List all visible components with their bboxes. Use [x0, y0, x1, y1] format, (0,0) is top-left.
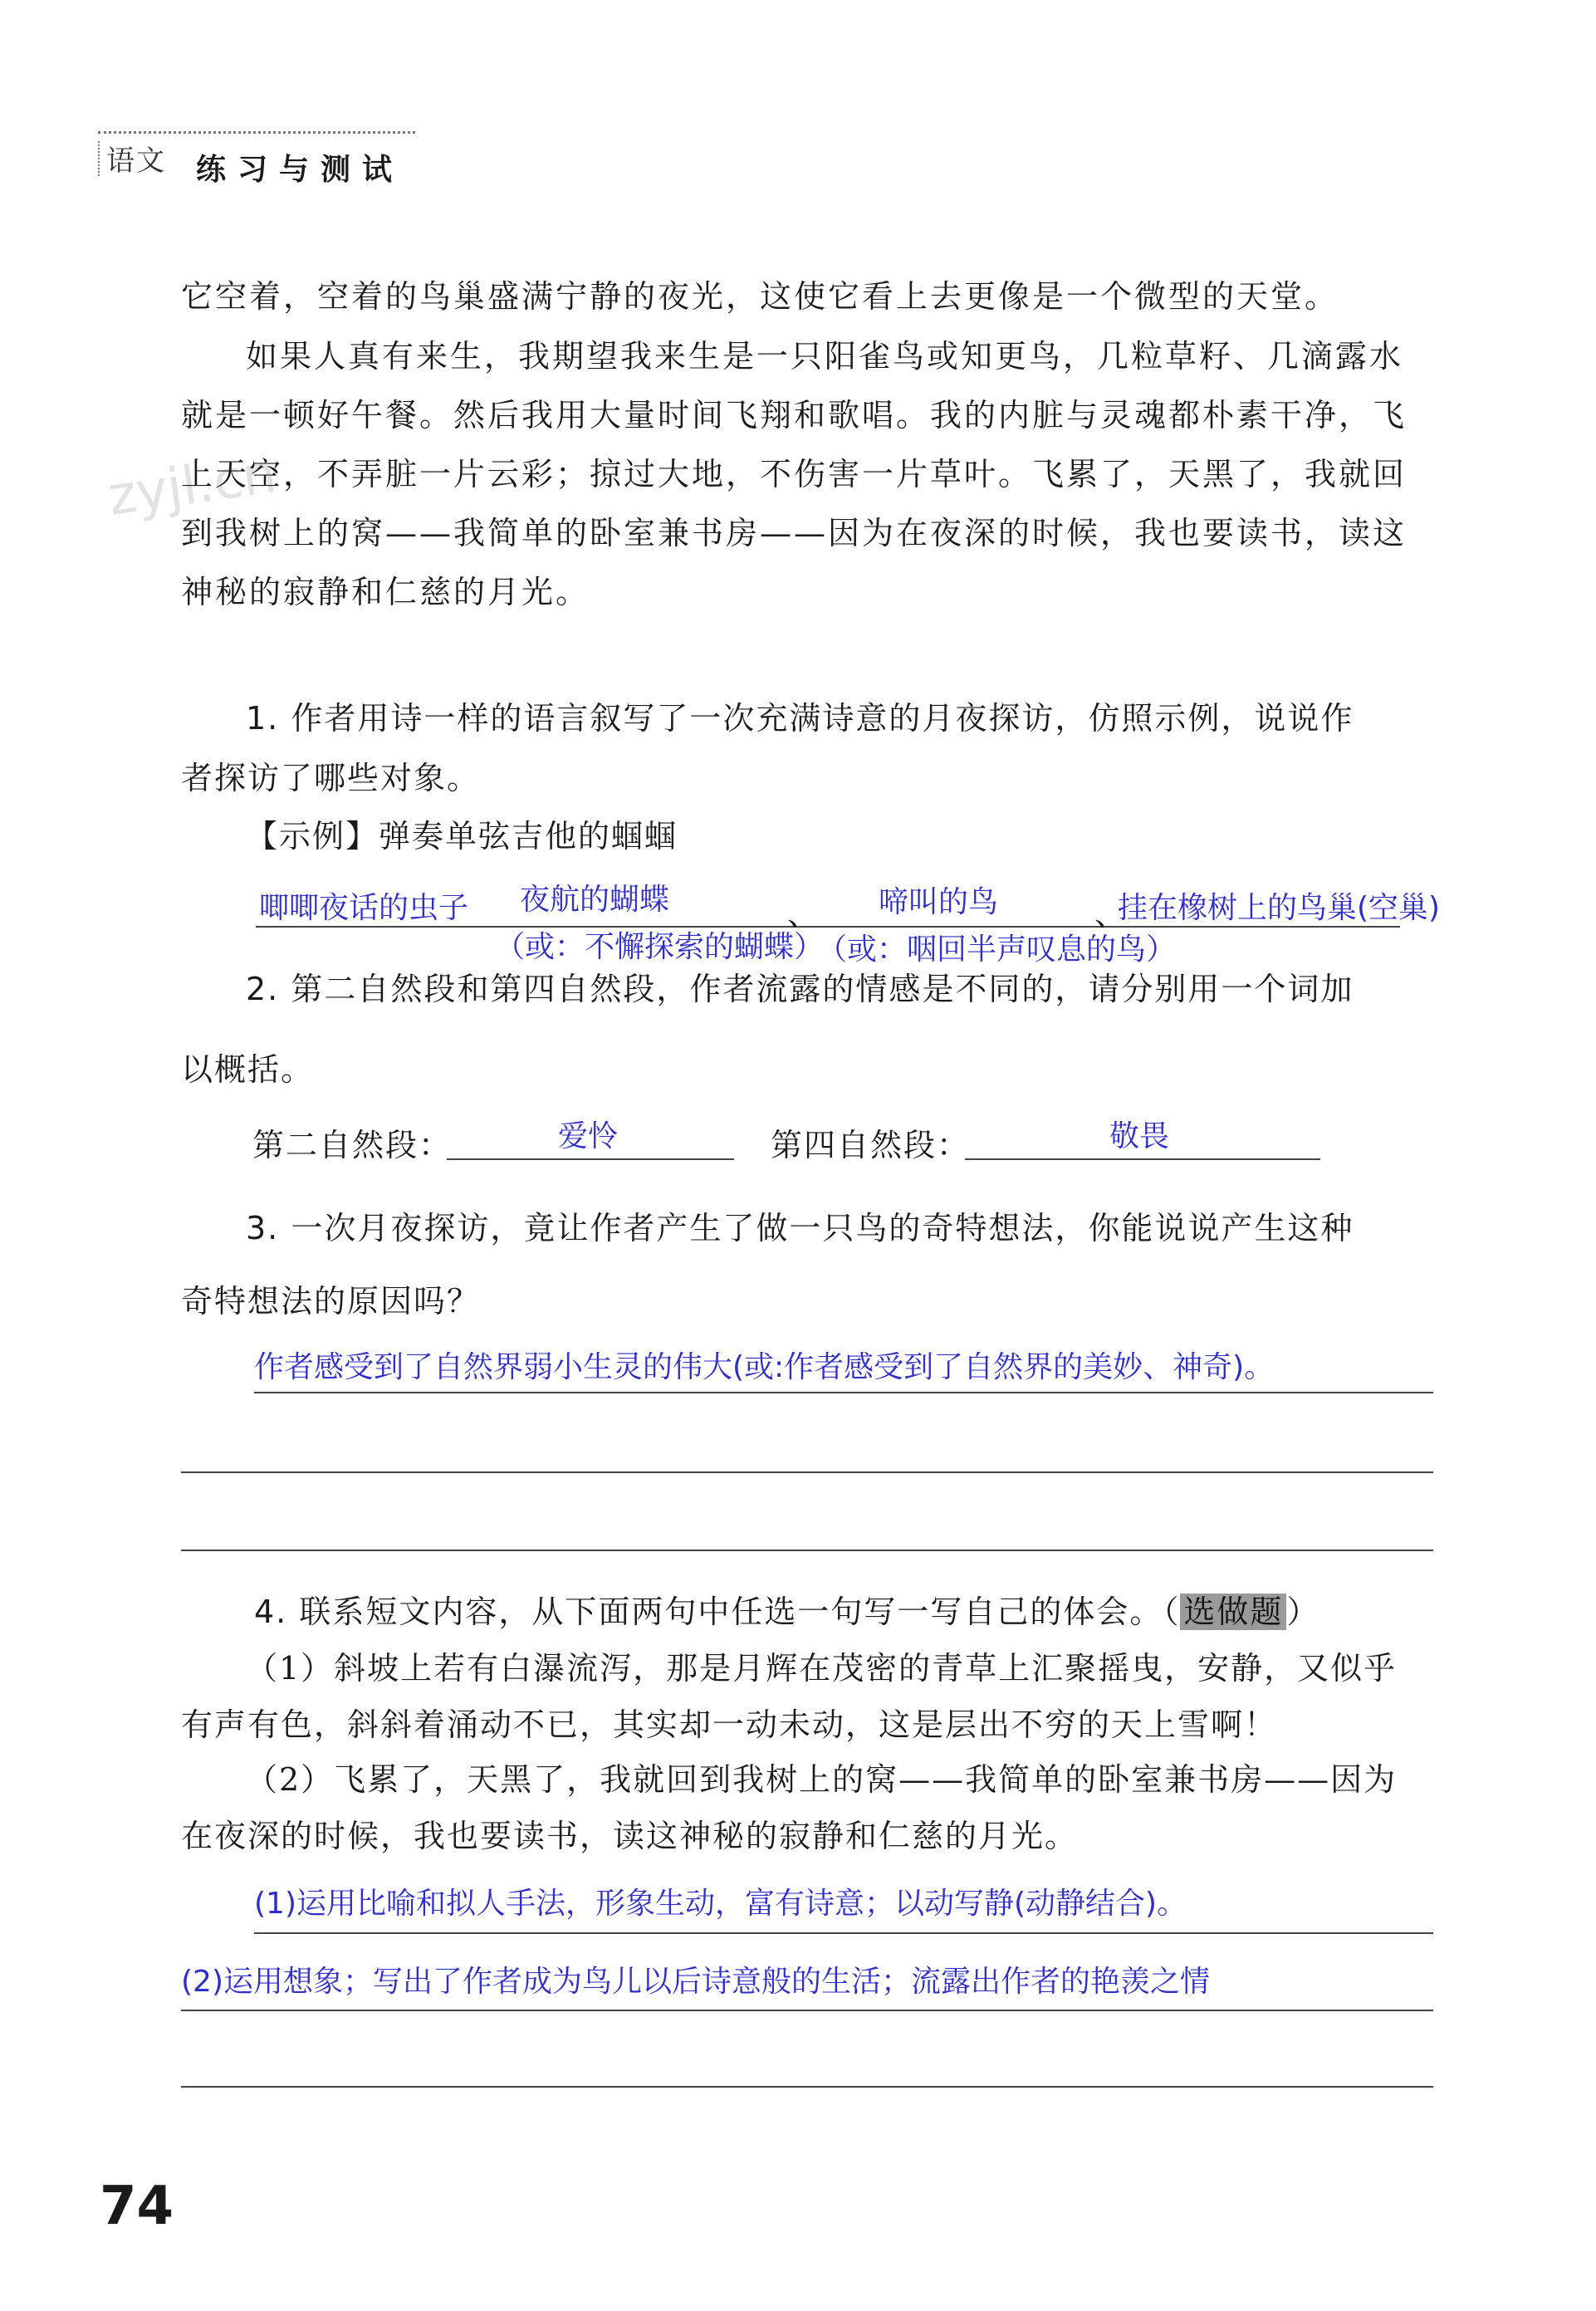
q3-prompt-line2: 奇特想法的原因吗？ — [181, 1283, 481, 1320]
q3-prompt-line1: 3. 一次月夜探访，竟让作者产生了做一只鸟的奇特想法，你能说说产生这种 — [246, 1210, 1354, 1246]
q4-answer-1: (1)运用比喻和拟人手法，形象生动，富有诗意；以动写静(动静结合)。 — [254, 1887, 1187, 1921]
q1-answer-1: 唧唧夜话的虫子 — [259, 891, 469, 925]
q2-prompt-line1: 2. 第二自然段和第四自然段，作者流露的情感是不同的，请分别用一个词加 — [246, 971, 1354, 1007]
q3-answer: 作者感受到了自然界弱小生灵的伟大(或:作者感受到了自然界的美妙、神奇)。 — [254, 1350, 1275, 1384]
q1-answer-3: 啼叫的鸟 — [879, 885, 999, 919]
q1-separator-2: 、 — [1094, 896, 1128, 933]
q4-sentence1-line1: （1）斜坡上若有白瀑流泻，那是月辉在茂密的青草上汇聚摇曳，安静，又似乎 — [246, 1650, 1398, 1687]
q1-prompt-line1: 1. 作者用诗一样的语言叙写了一次充满诗意的月夜探访，仿照示例，说说作 — [246, 700, 1354, 737]
q4-sentence2-line2: 在夜深的时候，我也要读书，读这神秘的寂静和仁慈的月光。 — [181, 1818, 1079, 1854]
q2-answer-para4: 敬畏 — [1109, 1119, 1170, 1153]
passage-paragraph-2: 如果人真有来生，我期望我来生是一只阳雀鸟或知更鸟，几粒草籽、几滴露水就是一顿好午餐。然后我用大量时间飞翔和歌唱。我的内脏与灵魂都朴素干净，飞上天空，不弄脏一片云彩；掠过大地，不伤害一片草叶。飞累了，天黑了，我就回到我树上的窝——我简单的卧室兼书房——因为在夜深的时候，我也要读书，读这神秘的寂静和仁慈的月光。 — [181, 338, 1408, 610]
q1-prompt-line2: 者探访了哪些对象。 — [181, 760, 481, 796]
q4-optional-badge: 选做题 — [1180, 1594, 1286, 1630]
page-number: 74 — [100, 2176, 174, 2237]
header-dotted-rule — [98, 131, 415, 134]
q4-sentence1-line2: 有声有色，斜斜着涌动不已，其实却一动未动，这是层出不穷的天上雪啊！ — [181, 1706, 1278, 1743]
q1-alternative-2: （或：咽回半声叹息的鸟） — [817, 933, 1177, 967]
q2-prompt-line2: 以概括。 — [181, 1051, 315, 1088]
q4-prompt-text: 4. 联系短文内容，从下面两句中任选一句写一写自己的体会。（ — [254, 1594, 1181, 1630]
passage-paragraph-1: 它空着，空着的鸟巢盛满宁静的夜光，这使它看上去更像是一个微型的天堂。 — [181, 278, 1339, 315]
q4-answer-line-1 — [254, 1932, 1433, 1934]
q4-prompt — [254, 1586, 1319, 1632]
q4-answer-2: (2)运用想象；写出了作者成为鸟儿以后诗意般的生活；流露出作者的艳羡之情 — [181, 1965, 1210, 1999]
header-subject: 语文 — [106, 144, 166, 178]
header-title: 练习与测试 — [196, 153, 404, 187]
q1-separator-1: 、 — [787, 896, 821, 933]
q2-underline-para2 — [447, 1158, 734, 1160]
q2-answer-para2: 爱怜 — [558, 1119, 619, 1153]
q2-label-para4: 第四自然段： — [771, 1127, 971, 1163]
q1-answer-4: 挂在橡树上的鸟巢(空巢) — [1118, 891, 1441, 925]
q3-answer-line-2 — [181, 1471, 1433, 1473]
q3-answer-line-1 — [254, 1392, 1433, 1393]
q3-answer-line-3 — [181, 1550, 1433, 1551]
q4-sentence2-line1: （2）飞累了，天黑了，我就回到我树上的窝——我简单的卧室兼书房——因为 — [246, 1761, 1398, 1798]
q4-answer-line-3 — [181, 2086, 1433, 2088]
q4-prompt-close: ） — [1286, 1594, 1320, 1630]
watermark: zyjl.cn — [104, 443, 281, 528]
q2-underline-para4 — [965, 1158, 1320, 1160]
q1-answer-2: 夜航的蝴蝶 — [520, 883, 670, 917]
q4-answer-line-2 — [181, 2010, 1433, 2011]
q1-alternative-1: （或：不懈探索的蝴蝶） — [495, 930, 825, 964]
q1-example: 【示例】弹奏单弦吉他的蝈蝈 — [246, 818, 678, 854]
q2-label-para2: 第二自然段： — [252, 1127, 453, 1163]
